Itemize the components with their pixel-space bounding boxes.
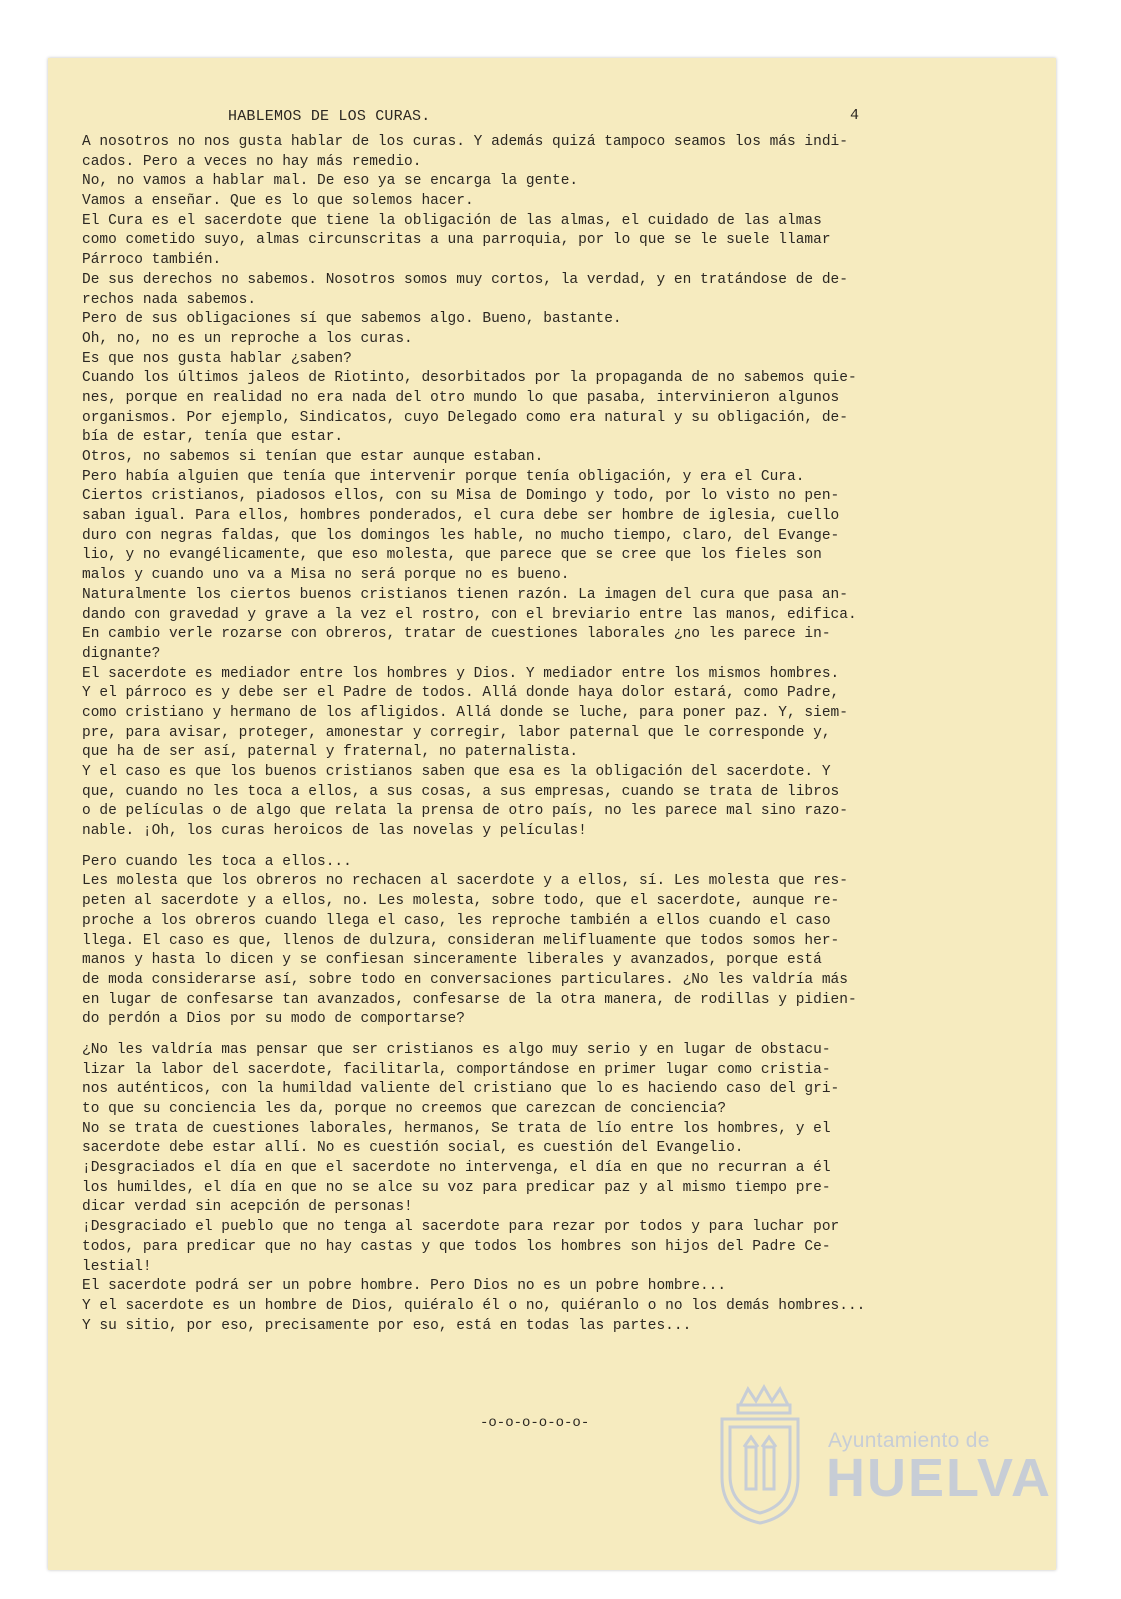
text-line: dando con gravedad y grave a la vez el rostro, con el breviario entre las manos, edifica.	[82, 604, 857, 623]
text-line: lio, y no evangélicamente, que eso molesta, que parece que se cree que los fieles son	[82, 545, 822, 564]
text-line: to que su conciencia les da, porque no creemos que carezcan de conciencia?	[82, 1099, 727, 1117]
watermark	[700, 1377, 1052, 1527]
text-line: los humildes, el día en que no se alce su voz para predicar paz y al mismo tiempo pre-	[82, 1177, 831, 1196]
text-line: En cambio verle rozarse con obreros, tratar de cuestiones laborales ¿no les parece in-	[82, 624, 831, 643]
text-line: do perdón a Dios por su modo de comportarse?	[82, 1009, 465, 1028]
text-line: como cristiano y hermano de los afligidos. Allá donde se luche, para poner paz. Y, siem-	[82, 702, 848, 721]
text-line: El sacerdote es mediador entre los hombres y Dios. Y mediador entre los mismos hombres.	[82, 663, 840, 682]
text-line: nos auténticos, con la humildad valiente del cristiano que lo es haciendo caso del gri-	[82, 1079, 840, 1098]
text-line: Pero cuando les toca a ellos...	[82, 851, 352, 870]
text-line: todos, para predicar que no hay castas y que todos los hombres son hijos del Padre Ce-	[82, 1236, 831, 1255]
text-line: No, no vamos a hablar mal. De eso ya se encarga la gente.	[82, 171, 579, 190]
text-line: o de películas o de algo que relata la prensa de otro país, no les parece mal sino razo-	[82, 801, 848, 820]
text-line: Ciertos cristianos, piadosos ellos, con su Misa de Domingo y todo, por lo visto no pen-	[82, 486, 840, 505]
paragraph-gap	[82, 1029, 902, 1040]
city-crest-icon	[700, 1377, 820, 1527]
paragraph-3	[82, 1040, 902, 1335]
text-line: Párroco también.	[82, 250, 222, 269]
text-line: proche a los obreros cuando llega el caso, les reproche también a ellos cuando el caso	[82, 910, 831, 929]
text-line: lestial!	[82, 1256, 152, 1275]
text-line: sacerdote debe estar allí. No es cuestión social, es cuestión del Evangelio.	[82, 1138, 744, 1157]
text-line: Les molesta que los obreros no rechacen al sacerdote y a ellos, sí. Les molesta que res-	[82, 871, 848, 890]
text-line: duro con negras faldas, que los domingos les hable, no mucho tiempo, claro, del Evange-	[82, 525, 840, 544]
text-line: ¿No les valdría mas pensar que ser cristianos es algo muy serio y en lugar de obstacu-	[82, 1039, 831, 1058]
text-line: que ha de ser así, paternal y fraternal, no paternalista.	[82, 742, 579, 761]
text-line: cados. Pero a veces no hay más remedio.	[82, 151, 422, 170]
text-line: peten al sacerdote y a ellos, no. Les molesta, sobre todo, que el sacerdote, aunque re-	[82, 891, 840, 910]
text-line: Vamos a enseñar. Que es lo que solemos hacer.	[82, 191, 474, 210]
watermark-line-2: HUELVA	[826, 1448, 1052, 1508]
text-line: Es que nos gusta hablar ¿saben?	[82, 348, 352, 367]
text-line: manos y hasta lo dicen y se confiesan sinceramente liberales y avanzados, porque está	[82, 950, 822, 969]
text-line: nes, porque en realidad no era nada del otro mundo lo que pasaba, intervinieron algunos	[82, 387, 840, 406]
text-line: Y el sacerdote es un hombre de Dios, quiéralo él o no, quiéranlo o no los demás hombres...	[82, 1295, 866, 1314]
text-line: Otros, no sabemos si tenían que estar aunque estaban.	[82, 447, 544, 465]
document-body	[82, 132, 902, 1335]
page-number: 4	[850, 107, 860, 124]
text-line: Pero de sus obligaciones sí que sabemos algo. Bueno, bastante.	[82, 309, 622, 328]
text-line: rechos nada sabemos.	[82, 289, 257, 308]
text-line: Cuando los últimos jaleos de Riotinto, desorbitados por la propaganda de no sabemos quie-	[82, 368, 857, 387]
paragraph-1	[82, 132, 902, 841]
text-line: dicar verdad sin acepción de personas!	[82, 1197, 413, 1216]
text-line: Naturalmente los ciertos buenos cristianos tienen razón. La imagen del cura que pasa an-	[82, 584, 848, 603]
text-line: Oh, no, no es un reproche a los curas.	[82, 328, 413, 347]
text-line: como cometido suyo, almas circunscritas a una parroquia, por lo que se le suele llamar	[82, 230, 831, 249]
text-line: lizar la labor del sacerdote, facilitarla, comportándose en primer lugar como cristia-	[82, 1059, 831, 1078]
text-line: pre, para avisar, proteger, amonestar y corregir, labor paternal que le corresponde y,	[82, 722, 831, 741]
paragraph-2	[82, 852, 902, 1029]
text-line: organismos. Por ejemplo, Sindicatos, cuyo Delegado como era natural y su obligación, de-	[82, 407, 848, 426]
text-line: saban igual. Para ellos, hombres ponderados, el cura debe ser hombre de iglesia, cuello	[82, 506, 840, 525]
text-line: ¡Desgraciado el pueblo que no tenga al sacerdote para rezar por todos y para luchar por	[82, 1217, 840, 1236]
paragraph-gap	[82, 841, 902, 852]
text-line: A nosotros no nos gusta hablar de los curas. Y además quizá tampoco seamos los más indi-	[82, 132, 848, 150]
text-line: malos y cuando uno va a Misa no será porque no es bueno.	[82, 565, 570, 584]
text-line: en lugar de confesarse tan avanzados, confesarse de la otra manera, de rodillas y pidien-	[82, 989, 857, 1008]
end-mark: -o-o-o-o-o-o-	[480, 1415, 590, 1431]
text-line: De sus derechos no sabemos. Nosotros somos muy cortos, la verdad, y en tratándose de de-	[82, 269, 848, 288]
text-line: nable. ¡Oh, los curas heroicos de las novelas y películas!	[82, 821, 587, 840]
text-line: dignante?	[82, 643, 161, 662]
document-title: HABLEMOS DE LOS CURAS.	[228, 108, 431, 125]
text-line: bía de estar, tenía que estar.	[82, 427, 344, 446]
text-line: El sacerdote podrá ser un pobre hombre. Pero Dios no es un pobre hombre...	[82, 1276, 727, 1295]
text-line: No se trata de cuestiones laborales, hermanos, Se trata de lío entre los hombres, y el	[82, 1118, 831, 1137]
text-line: El Cura es el sacerdote que tiene la obligación de las almas, el cuidado de las almas	[82, 210, 822, 229]
text-line: Y el párroco es y debe ser el Padre de todos. Allá donde haya dolor estará, como Padre,	[82, 683, 840, 702]
text-line: de moda considerarse así, sobre todo en conversaciones particulares. ¿No les valdría más	[82, 969, 848, 988]
text-line: Pero había alguien que tenía que intervenir porque tenía obligación, y era el Cura.	[82, 466, 805, 485]
watermark-line-1: Ayuntamiento de	[828, 1429, 990, 1452]
text-line: ¡Desgraciados el día en que el sacerdote no intervenga, el día en que no recurran a él	[82, 1158, 831, 1177]
text-line: Y el caso es que los buenos cristianos saben que esa es la obligación del sacerdote. Y	[82, 762, 831, 780]
text-line: llega. El caso es que, llenos de dulzura, consideran melifluamente que todos somos her-	[82, 930, 840, 949]
text-line: Y su sitio, por eso, precisamente por eso, está en todas las partes...	[82, 1315, 692, 1334]
text-line: que, cuando no les toca a ellos, a sus cosas, a sus empresas, cuando se trata de libros	[82, 781, 840, 800]
